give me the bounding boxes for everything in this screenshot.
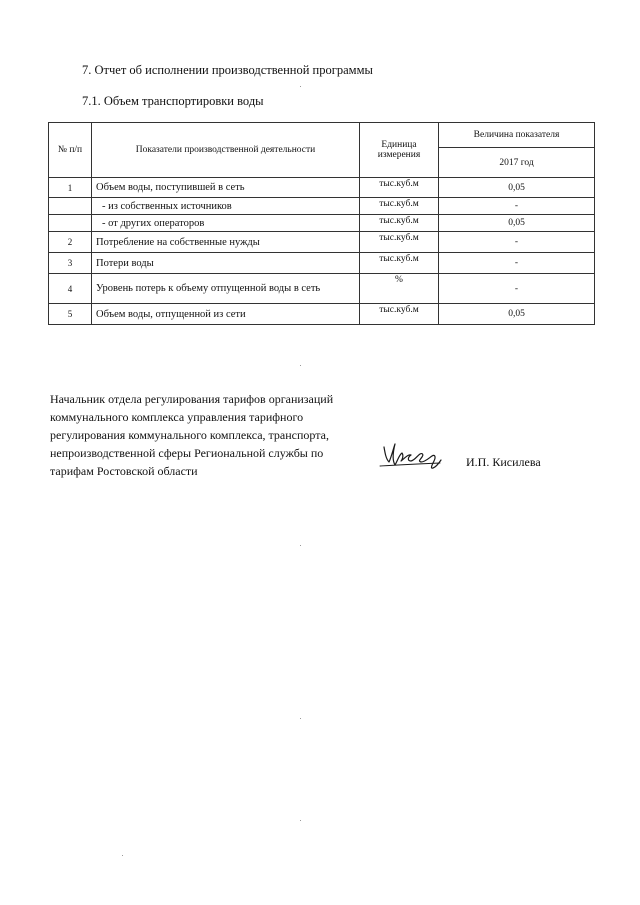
row-unit: тыс.куб.м <box>360 178 439 198</box>
row-name: Объем воды, поступившей в сеть <box>92 178 360 198</box>
water-transport-table <box>48 122 595 325</box>
handwritten-signature-icon <box>378 438 444 472</box>
row-value: - <box>439 253 595 274</box>
header-num: № п/п <box>49 123 92 178</box>
row-value: - <box>439 274 595 304</box>
section-title: 7. Отчет об исполнении производственной программы <box>82 63 373 77</box>
row-unit: % <box>360 274 439 304</box>
row-value: 0,05 <box>439 304 595 325</box>
row-value: - <box>439 198 595 215</box>
signer-name: И.П. Кисилева <box>466 455 541 469</box>
row-num: 1 <box>49 178 92 198</box>
header-indicator: Показатели производственной деятельности <box>92 123 360 178</box>
position-line: непроизводственной сферы Региональной службы по <box>50 446 324 460</box>
table-row <box>49 274 595 304</box>
position-line: тарифам Ростовской области <box>50 464 198 478</box>
table-header-row <box>49 123 595 148</box>
row-unit: тыс.куб.м <box>360 215 439 232</box>
scan-speck <box>300 365 301 366</box>
row-unit: тыс.куб.м <box>360 304 439 325</box>
row-num <box>49 215 92 232</box>
scan-speck <box>300 545 301 546</box>
row-name: Потери воды <box>92 253 360 274</box>
scan-speck <box>300 820 301 821</box>
row-name: - от других операторов <box>92 215 360 232</box>
row-value: 0,05 <box>439 178 595 198</box>
table-row <box>49 178 595 198</box>
signature-position <box>50 390 380 480</box>
row-num: 3 <box>49 253 92 274</box>
table-row <box>49 198 595 215</box>
scan-speck <box>300 718 301 719</box>
row-num: 4 <box>49 274 92 304</box>
header-value-group: Величина показателя <box>439 123 595 148</box>
scan-speck <box>300 86 301 87</box>
table-row <box>49 253 595 274</box>
row-name: Уровень потерь к объему отпущенной воды в сеть <box>92 274 360 304</box>
scan-speck <box>122 855 123 856</box>
row-name: - из собственных источников <box>92 198 360 215</box>
subsection-title: 7.1. Объем транспортировки воды <box>82 94 264 108</box>
row-num <box>49 198 92 215</box>
row-unit: тыс.куб.м <box>360 198 439 215</box>
row-num: 2 <box>49 232 92 253</box>
row-name: Потребление на собственные нужды <box>92 232 360 253</box>
position-line: Начальник отдела регулирования тарифов организаций <box>50 392 334 406</box>
table-row <box>49 304 595 325</box>
position-line: регулирования коммунального комплекса, транспорта, <box>50 428 329 442</box>
row-unit: тыс.куб.м <box>360 253 439 274</box>
row-value: - <box>439 232 595 253</box>
row-value: 0,05 <box>439 215 595 232</box>
header-year: 2017 год <box>439 148 595 178</box>
header-unit: Единица измерения <box>360 123 439 178</box>
row-unit: тыс.куб.м <box>360 232 439 253</box>
row-name: Объем воды, отпущенной из сети <box>92 304 360 325</box>
table-row <box>49 215 595 232</box>
table-row <box>49 232 595 253</box>
position-line: коммунального комплекса управления тарифного <box>50 410 304 424</box>
row-num: 5 <box>49 304 92 325</box>
